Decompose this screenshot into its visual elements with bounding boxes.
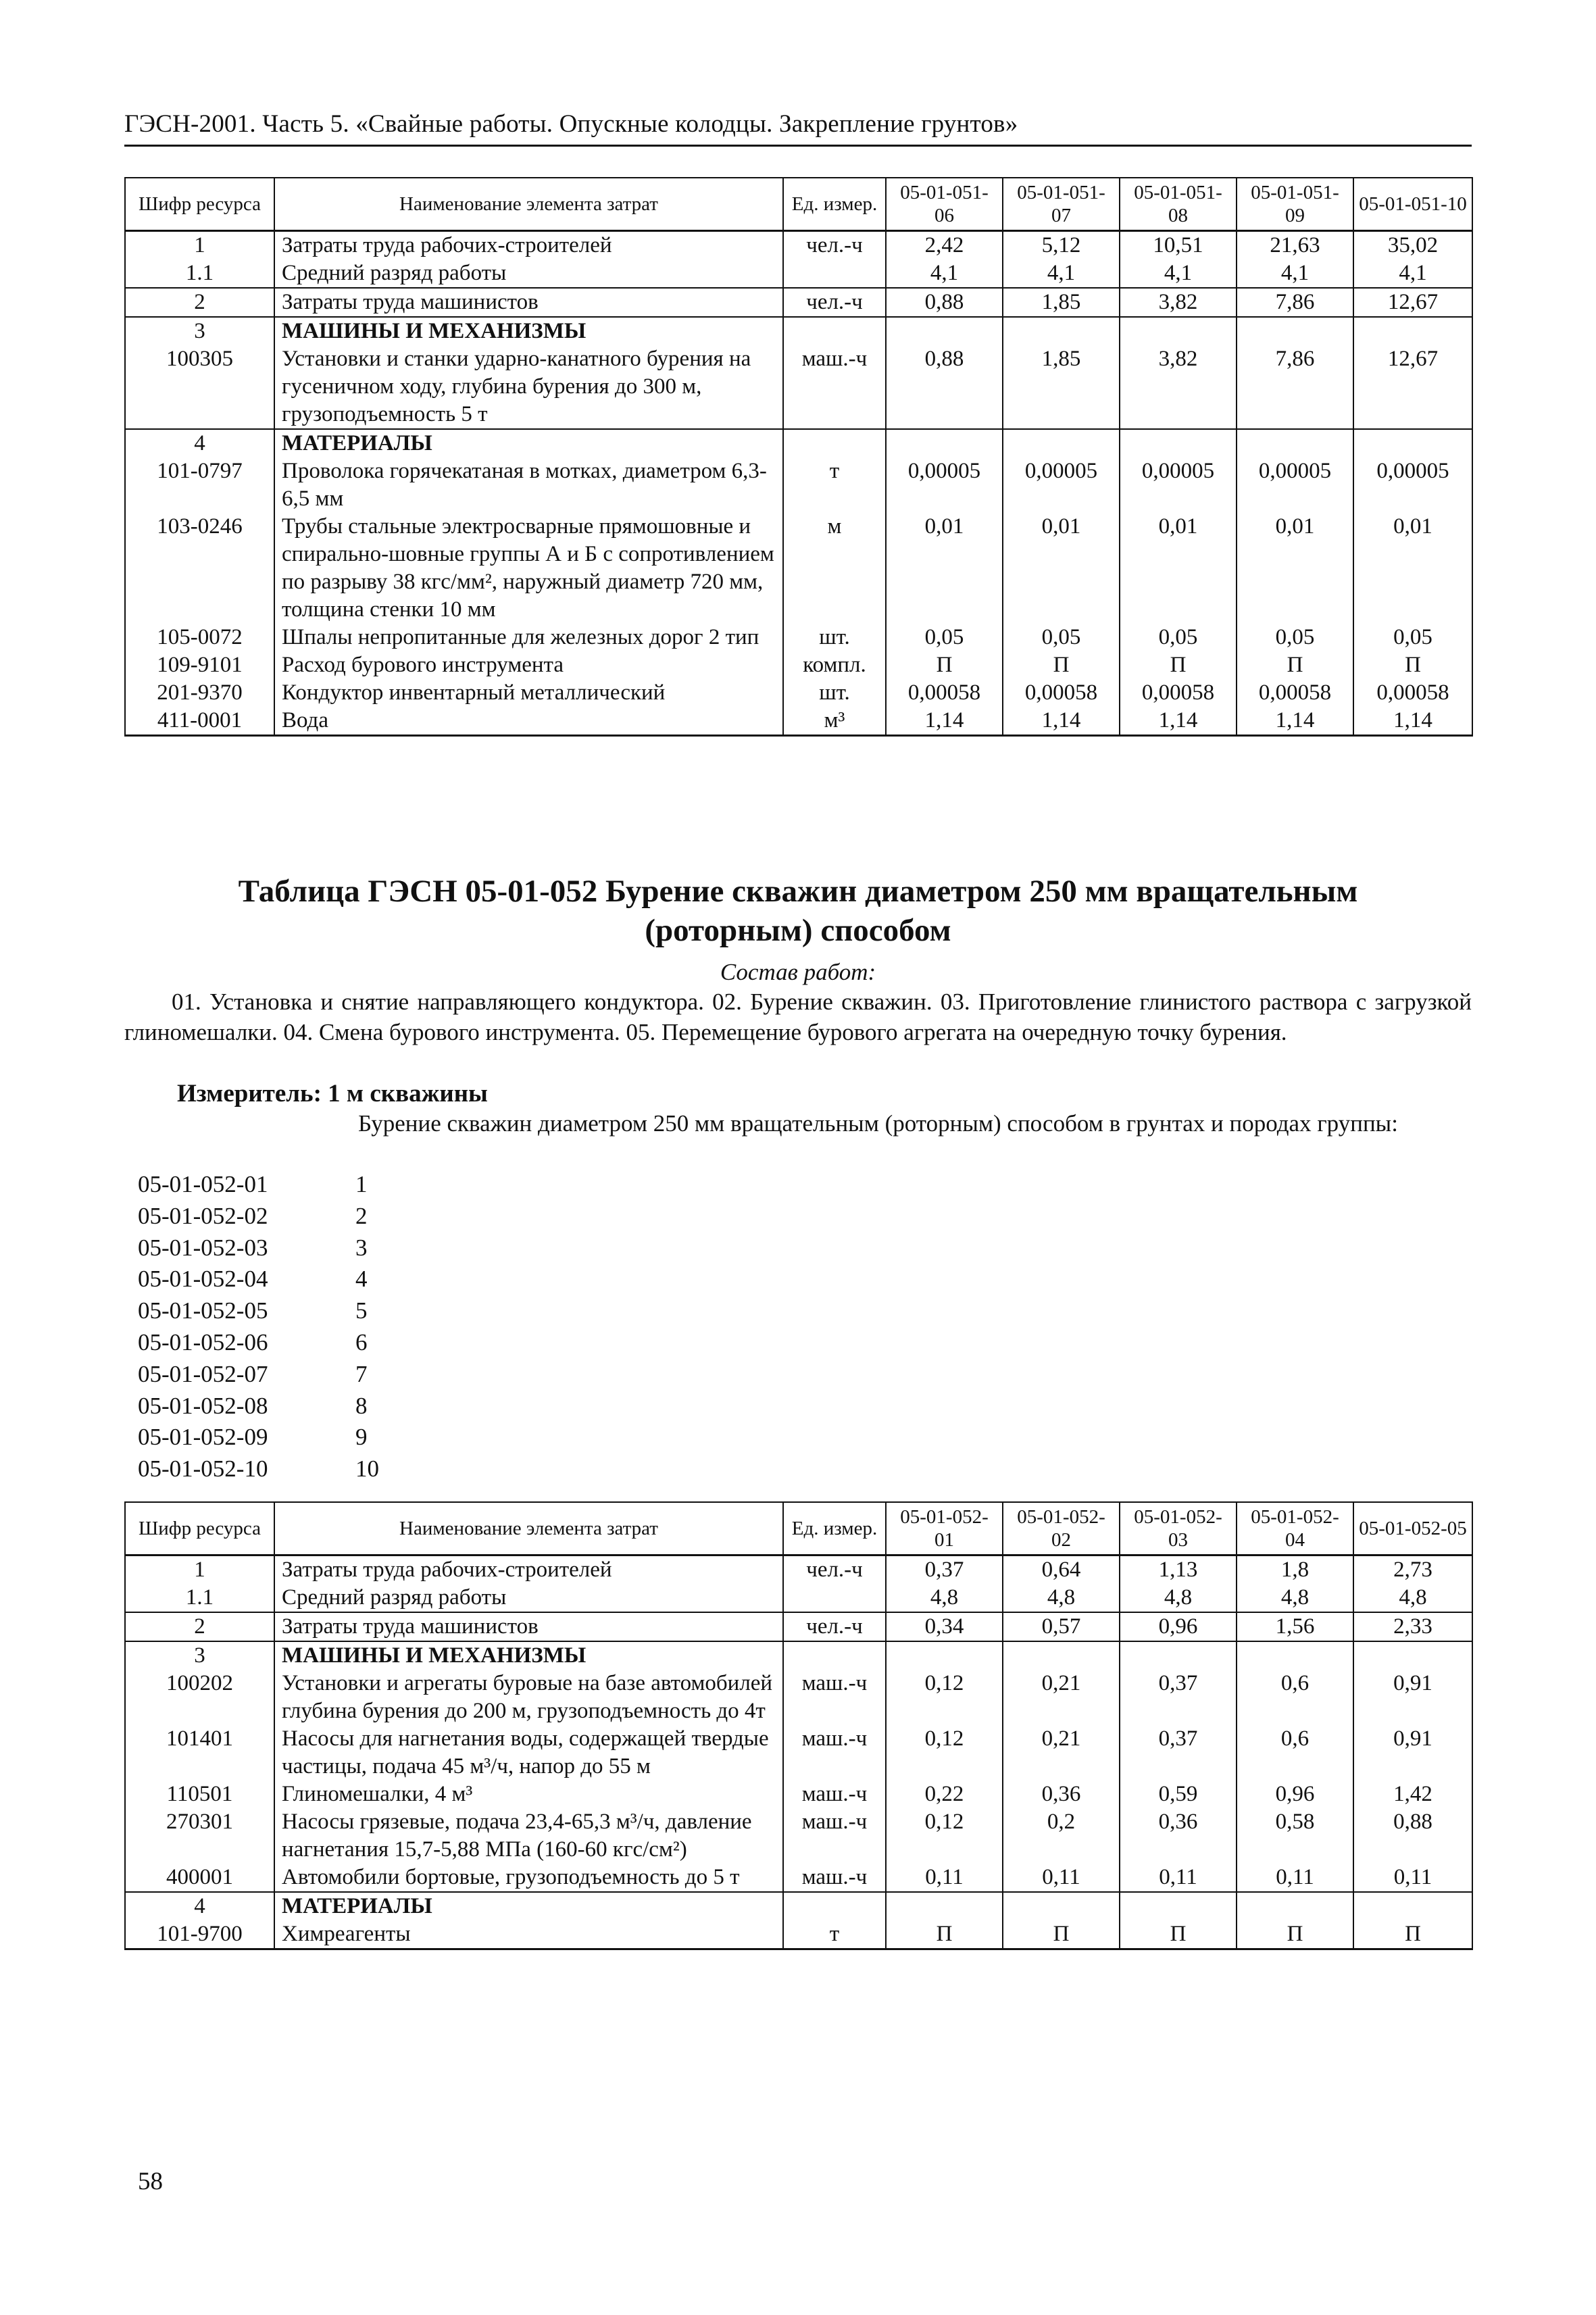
table-row [125, 1920, 1472, 1949]
variant-code: 05-01-052-10 [138, 1455, 268, 1483]
row-code: 411-0001 [125, 707, 274, 736]
row-unit: компл. [783, 651, 886, 679]
table-row [125, 231, 1472, 260]
variant-code: 05-01-052-07 [138, 1360, 268, 1387]
row-value-5: П [1353, 1920, 1472, 1949]
row-value-3: 3,82 [1120, 288, 1237, 317]
row-name: Средний разряд работы [274, 259, 783, 288]
row-value-2: 0,57 [1003, 1612, 1120, 1641]
row-value-5: 0,00058 [1353, 679, 1472, 707]
table-row [125, 1612, 1472, 1641]
row-value-1: 0,34 [886, 1612, 1003, 1641]
variant-group: 1 [355, 1171, 368, 1197]
row-name: Установки и станки ударно-канатного бурения на гусеничном ходу, глубина бурения до 300 м, грузоподъемность 5 т [274, 345, 783, 429]
composition-heading: Состав работ: [720, 959, 876, 985]
header-col-3: 05-01-052-03 [1120, 1502, 1237, 1555]
row-value-3: П [1120, 651, 1237, 679]
row-value-3 [1120, 429, 1237, 457]
variant-group: 3 [355, 1234, 368, 1261]
row-value-4: 0,58 [1237, 1808, 1353, 1864]
table-row [125, 679, 1472, 707]
row-code: 1 [125, 1555, 274, 1585]
row-value-1: 0,11 [886, 1864, 1003, 1892]
row-value-2 [1003, 1641, 1120, 1670]
row-value-2 [1003, 429, 1120, 457]
variant-code: 05-01-052-03 [138, 1234, 268, 1261]
row-value-3: 3,82 [1120, 345, 1237, 429]
row-code: 400001 [125, 1864, 274, 1892]
table-header-row [125, 178, 1472, 231]
row-value-3: 0,05 [1120, 624, 1237, 651]
row-unit: чел.-ч [783, 231, 886, 260]
row-value-4: 4,8 [1237, 1584, 1353, 1612]
row-unit: шт. [783, 679, 886, 707]
row-unit: т [783, 1920, 886, 1949]
variant-item [138, 1295, 379, 1327]
row-value-4: 0,11 [1237, 1864, 1353, 1892]
row-name: МАШИНЫ И МЕХАНИЗМЫ [274, 317, 783, 345]
variant-item [138, 1264, 379, 1295]
header-col-5: 05-01-052-05 [1353, 1502, 1472, 1555]
row-value-3: 0,36 [1120, 1808, 1237, 1864]
row-value-3: 0,11 [1120, 1864, 1237, 1892]
row-code: 101401 [125, 1725, 274, 1781]
table-body [125, 231, 1472, 736]
row-value-3: 0,37 [1120, 1725, 1237, 1781]
row-value-1: 0,12 [886, 1725, 1003, 1781]
row-value-4: 0,96 [1237, 1781, 1353, 1808]
row-value-3: 0,01 [1120, 513, 1237, 624]
header-name: Наименование элемента затрат [274, 178, 783, 231]
row-value-5: 0,11 [1353, 1864, 1472, 1892]
row-unit: чел.-ч [783, 1555, 886, 1585]
row-code: 201-9370 [125, 679, 274, 707]
variant-item [138, 1169, 379, 1201]
row-value-2: 1,14 [1003, 707, 1120, 736]
row-code: 2 [125, 288, 274, 317]
table-row [125, 1864, 1472, 1892]
row-value-4 [1237, 1641, 1353, 1670]
variant-code: 05-01-052-08 [138, 1392, 268, 1419]
row-unit: маш.-ч [783, 1725, 886, 1781]
table-row [125, 1641, 1472, 1670]
row-unit: маш.-ч [783, 1781, 886, 1808]
row-unit [783, 317, 886, 345]
row-value-1: 1,14 [886, 707, 1003, 736]
row-name: Автомобили бортовые, грузоподъемность до 5 т [274, 1864, 783, 1892]
variant-item [138, 1359, 379, 1391]
row-value-5: П [1353, 651, 1472, 679]
row-value-1 [886, 1641, 1003, 1670]
row-unit [783, 1584, 886, 1612]
variant-item [138, 1391, 379, 1422]
variant-code: 05-01-052-06 [138, 1328, 268, 1355]
page-number: 58 [138, 2168, 163, 2195]
row-unit [783, 429, 886, 457]
row-value-2: 0,00058 [1003, 679, 1120, 707]
row-value-2: 1,85 [1003, 345, 1120, 429]
row-code: 100305 [125, 345, 274, 429]
row-unit [783, 259, 886, 288]
header-name: Наименование элемента затрат [274, 1502, 783, 1555]
row-value-2: 4,8 [1003, 1584, 1120, 1612]
row-value-4 [1237, 317, 1353, 345]
row-value-2: 0,01 [1003, 513, 1120, 624]
variant-group: 9 [355, 1424, 368, 1451]
row-value-5: 12,67 [1353, 288, 1472, 317]
row-unit: чел.-ч [783, 288, 886, 317]
row-value-5 [1353, 429, 1472, 457]
row-name: Расход бурового инструмента [274, 651, 783, 679]
variant-group: 7 [355, 1360, 368, 1387]
row-value-4 [1237, 429, 1353, 457]
table-row [125, 345, 1472, 429]
row-name: Кондуктор инвентарный металлический [274, 679, 783, 707]
row-value-2: 0,21 [1003, 1725, 1120, 1781]
variant-item [138, 1201, 379, 1233]
row-code: 101-0797 [125, 457, 274, 513]
table-row [125, 1781, 1472, 1808]
row-value-3: П [1120, 1920, 1237, 1949]
row-value-5: 35,02 [1353, 231, 1472, 260]
row-value-5: 0,91 [1353, 1670, 1472, 1725]
variant-group: 8 [355, 1392, 368, 1419]
row-value-5: 12,67 [1353, 345, 1472, 429]
row-name: Затраты труда машинистов [274, 1612, 783, 1641]
row-value-2: 0,00005 [1003, 457, 1120, 513]
row-unit: м³ [783, 707, 886, 736]
row-name: Насосы для нагнетания воды, содержащей твердые частицы, подача 45 м³/ч, напор до 55 м [274, 1725, 783, 1781]
row-value-3: 4,8 [1120, 1584, 1237, 1612]
table-header-row [125, 1502, 1472, 1555]
row-value-1: 0,22 [886, 1781, 1003, 1808]
row-value-3: 0,00005 [1120, 457, 1237, 513]
table-row [125, 1892, 1472, 1920]
variant-item [138, 1453, 379, 1485]
row-unit: маш.-ч [783, 1864, 886, 1892]
row-code: 4 [125, 429, 274, 457]
row-value-5: 1,14 [1353, 707, 1472, 736]
row-value-1: 0,00058 [886, 679, 1003, 707]
table-title [124, 872, 1472, 950]
row-value-2: 0,21 [1003, 1670, 1120, 1725]
row-value-3: 10,51 [1120, 231, 1237, 260]
table-row [125, 707, 1472, 736]
row-value-4: 0,05 [1237, 624, 1353, 651]
variants-list [138, 1169, 379, 1485]
table-row [125, 1808, 1472, 1864]
table-row [125, 259, 1472, 288]
row-unit: шт. [783, 624, 886, 651]
row-unit: т [783, 457, 886, 513]
row-name: Затраты труда рабочих-строителей [274, 231, 783, 260]
row-value-3: 4,1 [1120, 259, 1237, 288]
table-row [125, 429, 1472, 457]
row-name: МАТЕРИАЛЫ [274, 429, 783, 457]
resource-table-052 [124, 1501, 1473, 1950]
row-name: МАТЕРИАЛЫ [274, 1892, 783, 1920]
row-name: Затраты труда машинистов [274, 288, 783, 317]
row-name: Средний разряд работы [274, 1584, 783, 1612]
row-value-5: 1,42 [1353, 1781, 1472, 1808]
header-col-1: 05-01-052-01 [886, 1502, 1003, 1555]
table-row [125, 288, 1472, 317]
row-value-4: 1,56 [1237, 1612, 1353, 1641]
row-value-1: 0,12 [886, 1808, 1003, 1864]
row-value-5: 2,33 [1353, 1612, 1472, 1641]
row-value-1: 0,01 [886, 513, 1003, 624]
row-value-4: 1,14 [1237, 707, 1353, 736]
row-name: МАШИНЫ И МЕХАНИЗМЫ [274, 1641, 783, 1670]
row-value-1: 4,1 [886, 259, 1003, 288]
row-value-4: 21,63 [1237, 231, 1353, 260]
variant-group: 4 [355, 1266, 368, 1293]
row-value-5: 4,8 [1353, 1584, 1472, 1612]
table-title-line-2: (роторным) способом [645, 913, 951, 948]
variant-code: 05-01-052-01 [138, 1171, 268, 1197]
table-row [125, 317, 1472, 345]
composition-text: 01. Установка и снятие направляющего кондуктора. 02. Бурение скважин. 03. Приготовление глинистого раствора с загрузкой глиномешалки. 04. Смена бурового инструмента. 05. Перемещение бурового агрегата на очередную точку бурения. [124, 989, 1472, 1045]
row-value-3: 0,00058 [1120, 679, 1237, 707]
row-code: 110501 [125, 1781, 274, 1808]
variant-code: 05-01-052-09 [138, 1424, 268, 1451]
row-value-4 [1237, 1892, 1353, 1920]
row-code: 4 [125, 1892, 274, 1920]
row-value-5: 4,1 [1353, 259, 1472, 288]
row-code: 1 [125, 231, 274, 260]
row-value-5: 0,05 [1353, 624, 1472, 651]
header-col-4: 05-01-051-09 [1237, 178, 1353, 231]
row-value-2: 0,05 [1003, 624, 1120, 651]
row-value-3 [1120, 317, 1237, 345]
row-value-2 [1003, 1892, 1120, 1920]
row-value-3: 1,14 [1120, 707, 1237, 736]
row-name: Насосы грязевые, подача 23,4-65,3 м³/ч, давление нагнетания 15,7-5,88 МПа (160-60 кгс/см²) [274, 1808, 783, 1864]
row-value-3: 0,37 [1120, 1670, 1237, 1725]
variant-code: 05-01-052-04 [138, 1266, 268, 1293]
table-title-line-1: Таблица ГЭСН 05-01-052 Бурение скважин диаметром 250 мм вращательным [238, 874, 1358, 909]
row-value-1: 0,37 [886, 1555, 1003, 1585]
row-value-1: 0,05 [886, 624, 1003, 651]
row-name: Установки и агрегаты буровые на базе автомобилей глубина бурения до 200 м, грузоподъемность до 4т [274, 1670, 783, 1725]
row-value-4: П [1237, 651, 1353, 679]
header-unit: Ед. измер. [783, 1502, 886, 1555]
row-value-2: П [1003, 651, 1120, 679]
row-name: Затраты труда рабочих-строителей [274, 1555, 783, 1585]
row-value-1 [886, 317, 1003, 345]
table-row [125, 651, 1472, 679]
variant-item [138, 1422, 379, 1453]
row-value-1: 0,00005 [886, 457, 1003, 513]
row-value-4: 7,86 [1237, 345, 1353, 429]
row-value-2: 0,64 [1003, 1555, 1120, 1585]
row-value-1: 2,42 [886, 231, 1003, 260]
row-code: 270301 [125, 1808, 274, 1864]
row-value-3: 1,13 [1120, 1555, 1237, 1585]
table-row [125, 1555, 1472, 1585]
row-name: Трубы стальные электросварные прямошовные и спирально-шовные группы А и Б с сопротивлением по разрыву 38 кгс/мм², наружный диаметр 720 мм, толщина стенки 10 мм [274, 513, 783, 624]
row-value-1: 0,88 [886, 345, 1003, 429]
row-value-5 [1353, 1641, 1472, 1670]
row-unit [783, 1641, 886, 1670]
header-unit: Ед. измер. [783, 178, 886, 231]
row-name: Химреагенты [274, 1920, 783, 1949]
row-code: 1.1 [125, 259, 274, 288]
row-name: Проволока горячекатаная в мотках, диаметром 6,3-6,5 мм [274, 457, 783, 513]
table-row [125, 624, 1472, 651]
meter-label: Измеритель: 1 м скважины [177, 1080, 488, 1107]
row-code: 103-0246 [125, 513, 274, 624]
row-value-4: 4,1 [1237, 259, 1353, 288]
row-value-4: 0,6 [1237, 1670, 1353, 1725]
row-value-4: 7,86 [1237, 288, 1353, 317]
row-value-2: П [1003, 1920, 1120, 1949]
table-row [125, 1584, 1472, 1612]
header-code: Шифр ресурса [125, 1502, 274, 1555]
running-header: ГЭСН-2001. Часть 5. «Свайные работы. Опускные колодцы. Закрепление грунтов» [124, 108, 1472, 147]
row-value-2: 0,2 [1003, 1808, 1120, 1864]
row-value-2 [1003, 317, 1120, 345]
header-col-3: 05-01-051-08 [1120, 178, 1237, 231]
row-code: 2 [125, 1612, 274, 1641]
header-col-4: 05-01-052-04 [1237, 1502, 1353, 1555]
variant-code: 05-01-052-02 [138, 1202, 268, 1229]
row-value-2: 0,36 [1003, 1781, 1120, 1808]
row-value-2: 1,85 [1003, 288, 1120, 317]
table-body [125, 1555, 1472, 1949]
row-unit: чел.-ч [783, 1612, 886, 1641]
row-value-4: 0,01 [1237, 513, 1353, 624]
row-code: 3 [125, 1641, 274, 1670]
variant-group: 2 [355, 1202, 368, 1229]
header-col-5: 05-01-051-10 [1353, 178, 1472, 231]
row-unit: маш.-ч [783, 1808, 886, 1864]
row-unit: м [783, 513, 886, 624]
header-col-2: 05-01-052-02 [1003, 1502, 1120, 1555]
row-value-5 [1353, 317, 1472, 345]
row-value-4: 1,8 [1237, 1555, 1353, 1585]
row-unit: маш.-ч [783, 1670, 886, 1725]
row-unit [783, 1892, 886, 1920]
table-row [125, 1670, 1472, 1725]
row-value-4: 0,00005 [1237, 457, 1353, 513]
row-value-1: П [886, 651, 1003, 679]
row-value-4: П [1237, 1920, 1353, 1949]
row-value-1: 0,88 [886, 288, 1003, 317]
variant-group: 6 [355, 1328, 368, 1355]
row-unit: маш.-ч [783, 345, 886, 429]
variants-description: Бурение скважин диаметром 250 мм вращательным (роторным) способом в грунтах и породах группы: [358, 1110, 1398, 1137]
row-value-5: 0,88 [1353, 1808, 1472, 1864]
variant-group: 5 [355, 1297, 368, 1324]
variant-group: 10 [355, 1455, 379, 1483]
row-value-4: 0,00058 [1237, 679, 1353, 707]
variant-item [138, 1327, 379, 1359]
header-code: Шифр ресурса [125, 178, 274, 231]
row-code: 100202 [125, 1670, 274, 1725]
table-row [125, 457, 1472, 513]
row-value-5: 0,91 [1353, 1725, 1472, 1781]
row-name: Шпалы непропитанные для железных дорог 2 тип [274, 624, 783, 651]
row-value-5 [1353, 1892, 1472, 1920]
row-value-5: 2,73 [1353, 1555, 1472, 1585]
row-value-3 [1120, 1892, 1237, 1920]
row-value-2: 4,1 [1003, 259, 1120, 288]
row-value-1 [886, 429, 1003, 457]
row-value-3: 0,96 [1120, 1612, 1237, 1641]
row-value-4: 0,6 [1237, 1725, 1353, 1781]
variant-item [138, 1233, 379, 1264]
resource-table-051 [124, 177, 1473, 737]
row-code: 109-9101 [125, 651, 274, 679]
table-row [125, 513, 1472, 624]
row-value-2: 0,11 [1003, 1864, 1120, 1892]
row-value-3 [1120, 1641, 1237, 1670]
row-code: 3 [125, 317, 274, 345]
row-name: Вода [274, 707, 783, 736]
row-value-5: 0,01 [1353, 513, 1472, 624]
row-value-1: 0,12 [886, 1670, 1003, 1725]
row-value-5: 0,00005 [1353, 457, 1472, 513]
row-value-1: 4,8 [886, 1584, 1003, 1612]
variant-code: 05-01-052-05 [138, 1297, 268, 1324]
row-code: 1.1 [125, 1584, 274, 1612]
row-value-1: П [886, 1920, 1003, 1949]
row-name: Глиномешалки, 4 м³ [274, 1781, 783, 1808]
row-code: 105-0072 [125, 624, 274, 651]
row-value-2: 5,12 [1003, 231, 1120, 260]
row-code: 101-9700 [125, 1920, 274, 1949]
header-col-2: 05-01-051-07 [1003, 178, 1120, 231]
row-value-1 [886, 1892, 1003, 1920]
row-value-3: 0,59 [1120, 1781, 1237, 1808]
table-row [125, 1725, 1472, 1781]
header-col-1: 05-01-051-06 [886, 178, 1003, 231]
